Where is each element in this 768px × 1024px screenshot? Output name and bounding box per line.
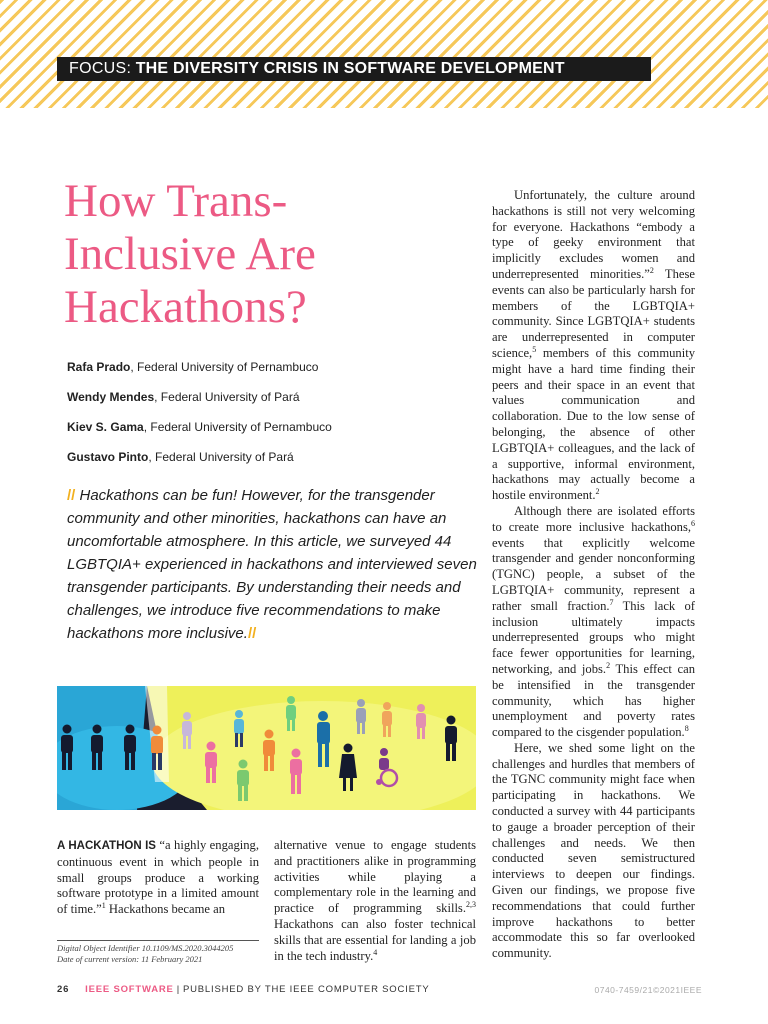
body-text: These events can also be particularly harsh for members of the LGBTQIA+ community. Since LGBTQIA+ students are underrepresented in computer science, (492, 266, 695, 360)
citation-ref: 2 (649, 265, 654, 275)
issn-copyright: 0740-7459/21©2021IEEE (594, 985, 702, 995)
focus-label: FOCUS: (69, 60, 132, 77)
doi-text: Digital Object Identifier 10.1109/MS.2020.3044205 (57, 943, 234, 953)
close-quote-mark: // (247, 625, 257, 642)
page-footer (57, 984, 429, 995)
citation-ref: 6 (691, 518, 695, 528)
citation-ref: 8 (684, 723, 689, 733)
footer-separator: | (176, 984, 180, 995)
focus-topic: THE DIVERSITY CRISIS IN SOFTWARE DEVELOPMENT (135, 60, 565, 77)
body-text: This effect can be intensified in the transgender community, which has higher unemployment and poverty rates compared to the cisgender population. (492, 661, 695, 740)
hackathon-illustration (57, 686, 476, 810)
author-name: Wendy Mendes (67, 390, 155, 404)
open-quote-mark: // (67, 487, 76, 504)
footnote-divider (57, 940, 259, 941)
author-line (67, 360, 318, 374)
body-column-right (492, 188, 695, 962)
body-paragraph (492, 504, 695, 741)
body-text: Hackathons can also foster technical skills that are essential for landing a job in the tech industry. (274, 916, 476, 963)
author-line (67, 420, 332, 434)
citation-ref: 2 (606, 660, 611, 670)
body-paragraph: Here, we shed some light on the challenges and hurdles that members of the TGNC community might face when participating in hackathons. We conducted a survey with 44 participants to gauge a broader perception of their challenges and needs. We then conducted seven semistructured interviews to deepen our findings. Given our findings, we propose five recommendations that could further improve hackathons to better accommodate this so far overlooked community. (492, 740, 695, 961)
body-column-left (57, 838, 259, 918)
citation-ref: 2 (595, 486, 600, 496)
citation-ref: 1 (101, 901, 106, 910)
article-title (64, 175, 464, 334)
author-name: Rafa Prado (67, 360, 131, 374)
page-number: 26 (57, 984, 70, 995)
author-affiliation: , Federal University of Pará (154, 390, 300, 404)
body-text: This lack of inclusion ultimately impacts underrepresented groups who might face fewer opportunities for learning, networking, and jobs. (492, 598, 695, 676)
paragraph-lead-in: A HACKATHON IS (57, 840, 156, 852)
citation-ref: 7 (609, 597, 614, 607)
body-text: alternative venue to engage students and practitioners alike in programming activities while playing a complementary role in the learning and practice of programming skills. (274, 838, 476, 916)
magazine-name: IEEE SOFTWARE (85, 984, 174, 995)
author-line (67, 450, 294, 464)
body-text: events that explicitly welcome transgender and gender nonconforming (TGNC) people, a subset of the LGBTQIA+ community, represent a rather small fraction. (492, 535, 695, 613)
header-hatch-band (0, 0, 768, 108)
citation-ref: 4 (373, 947, 378, 957)
abstract (67, 484, 477, 645)
publication-meta (57, 943, 267, 965)
body-text: “a highly engaging, continuous event in which people in small groups produce a working software prototype in a limited amount of time.” (57, 838, 259, 917)
body-text: Hackathons became an (105, 902, 226, 917)
title-line: Hackathons? (64, 281, 307, 333)
title-line: How Trans- (64, 175, 288, 227)
author-affiliation: , Federal University of Pernambuco (143, 420, 332, 434)
body-paragraph (492, 188, 695, 504)
body-text: members of this community might have a hard time finding their peers and their space in an event that values communication and collaboration. Due to the low sense of belonging, the absence of other LGBTQIA+ colleagues, and the lack of a supportive, informal environment, hackathons may actually become a hostile environment. (492, 345, 695, 503)
focus-banner (57, 57, 651, 81)
title-line: Inclusive Are (64, 228, 316, 280)
body-text: Unfortunately, the culture around hackathons is still not very welcoming for everyone. Hackathons “embody a type of geeky environment that implicitly excludes women and underrepresented minorities.” (492, 188, 695, 281)
citation-ref: 5 (532, 344, 537, 354)
author-name: Gustavo Pinto (67, 450, 149, 464)
publisher-text: PUBLISHED BY THE IEEE COMPUTER SOCIETY (182, 984, 430, 995)
author-affiliation: , Federal University of Pernambuco (130, 360, 319, 374)
author-affiliation: , Federal University of Pará (148, 450, 294, 464)
body-paragraph (274, 838, 476, 964)
abstract-text: Hackathons can be fun! However, for the transgender community and other minorities, hackathons can have an uncomfortable atmosphere. In this article, we surveyed 44 LGBTQIA+ experienced in hackathons and interviewed seven transgender participants. By understanding their needs and challenges, we introduce five recommendations to make hackathons more inclusive. (67, 487, 477, 642)
author-name: Kiev S. Gama (67, 420, 144, 434)
author-line (67, 390, 300, 404)
body-column-middle (274, 838, 476, 964)
body-paragraph (57, 838, 259, 918)
citation-ref: 2,3 (466, 900, 476, 909)
version-date: Date of current version: 11 February 2021 (57, 954, 203, 964)
body-text: Although there are isolated efforts to create more inclusive hackathons, (492, 503, 695, 534)
